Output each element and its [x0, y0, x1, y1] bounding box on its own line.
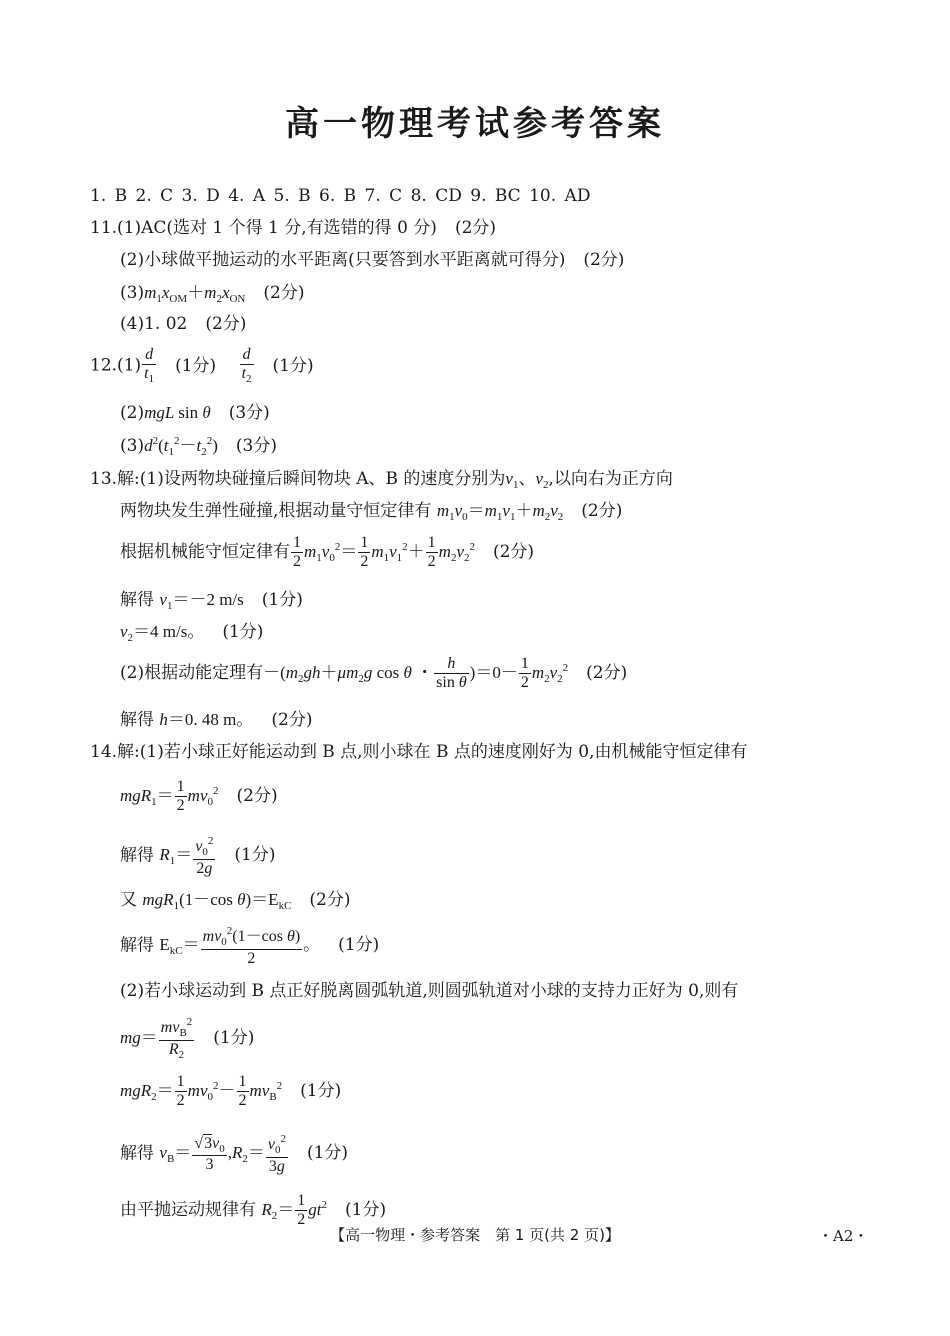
- q14-line7-points: (1分): [213, 1027, 255, 1048]
- q13-line4: [120, 591, 303, 612]
- q14-line5: [120, 925, 379, 968]
- q13-line4-points: (1分): [261, 590, 303, 610]
- q13-line5: [120, 623, 263, 644]
- q11-part4-points: (2分): [205, 314, 247, 334]
- q12-part3-label: (3): [120, 436, 145, 456]
- q11-part2-text: (2)小球做平抛运动的水平距离(只要答到水平距离就可得分): [120, 250, 566, 270]
- q11-part4: [120, 316, 246, 333]
- q14-line8-formula: mgR$_2$＝ $\frac{1}{2}$ $mv_0^2-$ $\frac{1}{2}$ $mv_B^2$: [120, 1073, 283, 1110]
- q14-line3-text: 解得: [120, 845, 154, 866]
- q11-part2: [120, 252, 624, 269]
- q11-part3-formula: $m_1x_{OM}+m_2x_{ON}$: [144, 283, 246, 305]
- q14-line9-points: (1分): [306, 1143, 349, 1164]
- q13-line2-text: 两物块发生弹性碰撞,根据动量守恒定律有: [120, 501, 432, 521]
- q13-line5-formula: $v_2=4$ m/s。: [120, 622, 205, 644]
- q13-line7-text: 解得: [120, 710, 154, 730]
- q14-line6: (2)若小球运动到 B 点正好脱离圆弧轨道,则圆弧轨道对小球的支持力正好为 0,则有: [120, 981, 739, 1001]
- q14-line3: [120, 835, 276, 878]
- q12-part3-points: (3分): [235, 436, 277, 456]
- q11-part1-text: 11.(1)AC(选对 1 个得 1 分,有选错的得 0 分): [90, 218, 437, 238]
- q14-line1: 14.解:(1)若小球正好能运动到 B 点,则小球在 B 点的速度刚好为 0,由机械能守恒定律有: [90, 742, 748, 762]
- q13-line2-points: (2分): [581, 501, 623, 521]
- q12-formula-a: $\frac{d}{t_1}$: [144, 346, 155, 386]
- q14-line9-formula: $v_B=$ $\frac{√3v_0}{3}$ $,R_2=$ $\frac{v_0^2}{3g}$: [159, 1133, 286, 1175]
- q12-label: 12.(1): [90, 355, 142, 376]
- q11-part3-label: (3): [120, 283, 145, 303]
- q13-line3-text: 根据机械能守恒定律有: [120, 541, 290, 562]
- q14-line10-text: 由平抛运动规律有: [120, 1199, 256, 1220]
- q12-part2-formula: mgL sin θ: [144, 403, 211, 422]
- q13-line5-points: (1分): [222, 622, 264, 642]
- q12-part2-points: (3分): [228, 403, 270, 423]
- q14-line7-formula: mg＝ $\frac{mv_B^2}{R_2}$: [120, 1016, 193, 1061]
- q12-formula-b: $\frac{d}{t_2}$: [241, 346, 252, 386]
- q14-line5-formula: $E_{kC}=$ $\frac{mv_0^2(1-\cos \theta)}{2}$ 。: [159, 925, 321, 967]
- q14-line8: [120, 1073, 341, 1111]
- q11-part1: [90, 220, 496, 237]
- q12-part1-points-a: (1分): [175, 355, 217, 376]
- q12-part1-points-b: (1分): [272, 355, 314, 376]
- mc-answers: 1. B 2. C 3. D 4. A 5. B 6. B 7. C 8. CD 9. BC 10. AD: [90, 186, 591, 206]
- q14-line9-text: 解得: [120, 1143, 154, 1164]
- q14-line2-points: (2分): [236, 785, 278, 806]
- page-footer: 【高一物理・参考答案 第 1 页(共 2 页)】: [330, 1226, 620, 1244]
- q14-line3-formula: $R_1=$ $\frac{v_0^2}{2g}$: [159, 835, 214, 877]
- q13-line6-points: (2分): [586, 662, 628, 683]
- q14-line4-points: (2分): [309, 890, 351, 910]
- q13-line3: [120, 534, 534, 572]
- q14-line4-text: 又: [120, 890, 137, 910]
- q12-part3-formula: $d^2(t_1^2-t_2^2)$: [144, 435, 218, 458]
- q14-line2: [120, 778, 278, 816]
- q13-line3-points: (2分): [492, 541, 535, 562]
- q14-line10-points: (1分): [345, 1199, 387, 1220]
- q11-part2-points: (2分): [583, 250, 625, 270]
- q13-line1-formula: $v_1$、$v_2$: [505, 469, 549, 491]
- page-title: 高一物理考试参考答案: [285, 104, 665, 144]
- q12-part2: [120, 404, 270, 422]
- q14-line7: [120, 1016, 254, 1061]
- q13-line6: [120, 655, 627, 693]
- q13-line1: [90, 470, 673, 491]
- q14-line4-formula: mgR$_1$(1－cos $\theta)=E_{kC}$: [142, 890, 292, 912]
- q11-part3: [120, 284, 304, 305]
- q14-line2-formula: mgR$_1$＝ $\frac{1}{2}$ $mv_0^2$: [120, 778, 219, 815]
- q14-line5-text: 解得: [120, 935, 154, 956]
- q14-line5-points: (1分): [338, 935, 380, 956]
- q14-line3-points: (1分): [234, 845, 276, 866]
- q11-part4-text: (4)1. 02: [120, 314, 188, 334]
- q13-line1-text: 13.解:(1)设两物块碰撞后瞬间物块 A、B 的速度分别为: [90, 469, 506, 489]
- q13-line1-tail: ,以向右为正方向: [548, 469, 673, 489]
- page-tag: ・A2・: [818, 1227, 869, 1245]
- q11-part1-points: (2分): [454, 218, 497, 238]
- q13-line4-formula: $v_1=-2$ m/s: [159, 590, 244, 612]
- q13-line7-points: (2分): [271, 710, 313, 730]
- q13-line7-formula: h＝0. 48 m。: [159, 710, 254, 729]
- q13-line3-formula: $\frac{1}{2}$ $m_1v_0^2=$ $\frac{1}{2}$ $m_1v_1^2+$ $\frac{1}{2}$ $m_2v_2^2$: [293, 534, 475, 571]
- q14-line10-formula: $R_2=$ $\frac{1}{2}$ $gt^2$: [261, 1192, 328, 1229]
- q11-part3-points: (2分): [263, 283, 305, 303]
- q13-line4-text: 解得: [120, 590, 154, 610]
- q14-line8-points: (1分): [300, 1080, 342, 1101]
- q13-line2: [120, 502, 622, 523]
- q13-line2-formula: $m_1v_0=m_1v_1+m_2v_2$: [436, 501, 564, 523]
- q12-part1: [90, 346, 314, 386]
- q12-part2-label: (2): [120, 403, 145, 423]
- q13-line6-formula: $-(m_2gh+\mu m_2g$ cos θ ・ $\frac{h}{\text{sin θ}}$ )＝0－ $\frac{1}{2}$ $m_2v_2^2$: [263, 655, 569, 692]
- q14-line9: [120, 1133, 348, 1176]
- q13-line6-text: (2)根据动能定理有: [120, 662, 264, 683]
- q14-line4: [120, 891, 351, 912]
- q12-part3: [120, 436, 277, 458]
- q13-line7: [120, 711, 312, 729]
